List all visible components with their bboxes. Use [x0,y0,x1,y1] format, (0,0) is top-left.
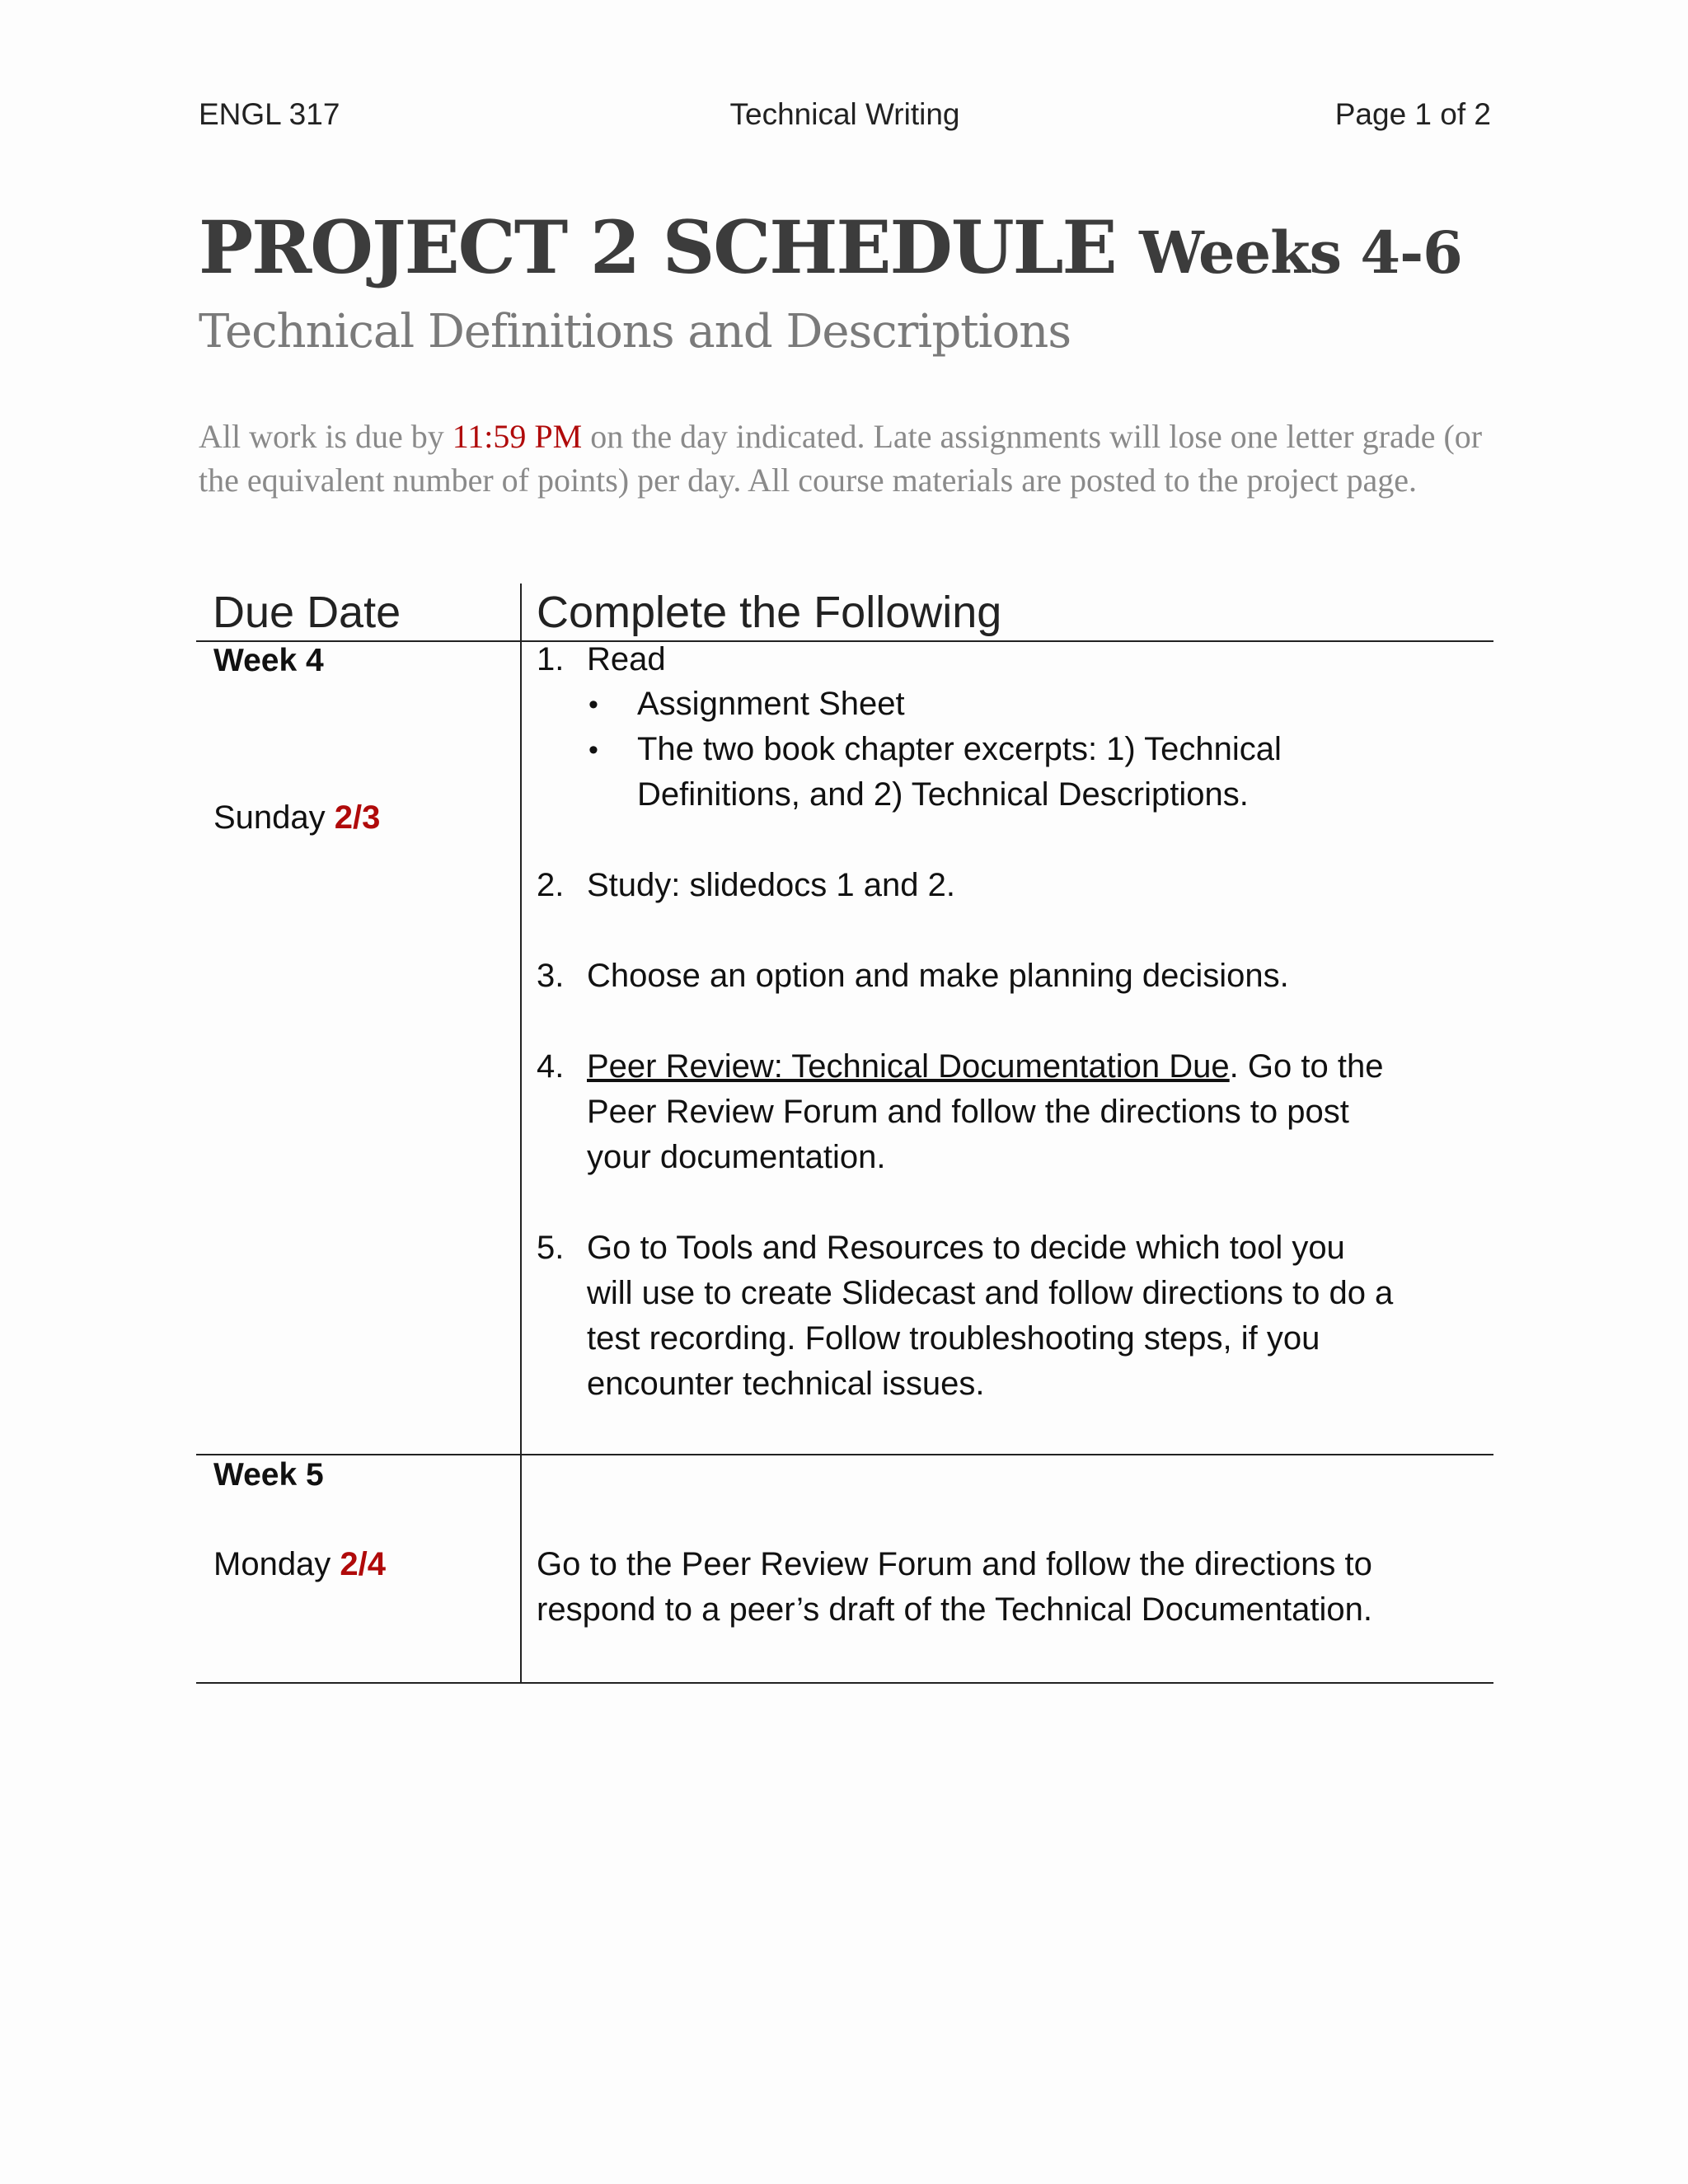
task-1-number: 1. [537,641,565,677]
bullet-icon: • [588,689,598,720]
course-code: ENGL 317 [199,97,340,131]
task-4-line-2: Peer Review Forum and follow the directions to post [587,1094,1349,1130]
task-3-choose: Choose an option and make planning decisions. [587,958,1289,994]
task-4-line-1-rest: . Go to the [1229,1048,1384,1085]
week4-day: Sunday [213,799,335,836]
task-1-read: Read [587,641,666,677]
due-time: 11:59 PM [452,418,583,455]
week5-task-line-1: Go to the Peer Review Forum and follow the directions to [537,1546,1372,1582]
page-title [199,204,1462,290]
task-2-number: 2. [537,867,565,903]
task-5-line-3: test recording. Follow troubleshooting steps, if you [587,1320,1320,1357]
task-3-number: 3. [537,958,565,994]
task-5-line-1: Go to Tools and Resources to decide which tool you [587,1230,1345,1266]
intro-before: All work is due by [199,418,452,455]
task-5-number: 5. [537,1230,565,1266]
task-2-study: Study: slidedocs 1 and 2. [587,867,955,903]
task-1-bullet-1: Assignment Sheet [637,686,905,722]
header-rule [196,640,1493,642]
week5-task-line-2: respond to a peer’s draft of the Technical Documentation. [537,1591,1372,1628]
task-1-bullet-2-line-1: The two book chapter excerpts: 1) Technical [637,731,1282,767]
week4-label: Week 4 [213,643,324,678]
column-divider [520,583,522,1684]
title-weeks: Weeks 4-6 [1139,218,1462,287]
page-subtitle: Technical Definitions and Descriptions [199,305,1071,359]
task-5-line-4: encounter technical issues. [587,1366,985,1402]
title-main: PROJECT 2 SCHEDULE [199,204,1116,290]
bullet-icon: • [588,734,598,766]
schedule-table [196,583,1493,1684]
task-4-number: 4. [537,1048,565,1085]
task-4-line-1 [587,1048,1383,1085]
week5-day: Monday [213,1546,340,1582]
page-number: Page 1 of 2 [1334,97,1491,131]
column-header-complete: Complete the Following [537,588,1002,637]
week5-date: 2/4 [340,1546,387,1582]
row-divider [196,1454,1493,1455]
task-4-line-3: your documentation. [587,1139,886,1175]
week4-due-date [213,799,380,837]
task-1-bullet-2-line-2: Definitions, and 2) Technical Descriptions. [637,776,1249,813]
task-5-line-2: will use to create Slidecast and follow directions to do a [587,1275,1394,1311]
column-header-due-date: Due Date [213,588,401,637]
running-header [199,97,1491,138]
intro-paragraph [199,415,1501,502]
peer-review-due-link[interactable]: Peer Review: Technical Documentation Due [587,1048,1230,1085]
intro-after: on the day indicated. Late assignments will lose one letter grade (or the equivalent number of points) per day. All course materials are posted to the project page. [199,418,1483,499]
course-subject: Technical Writing [729,97,960,131]
week5-label: Week 5 [213,1457,324,1493]
week4-date: 2/3 [334,799,381,836]
table-bottom-rule [196,1682,1493,1684]
week5-due-date [213,1546,386,1583]
